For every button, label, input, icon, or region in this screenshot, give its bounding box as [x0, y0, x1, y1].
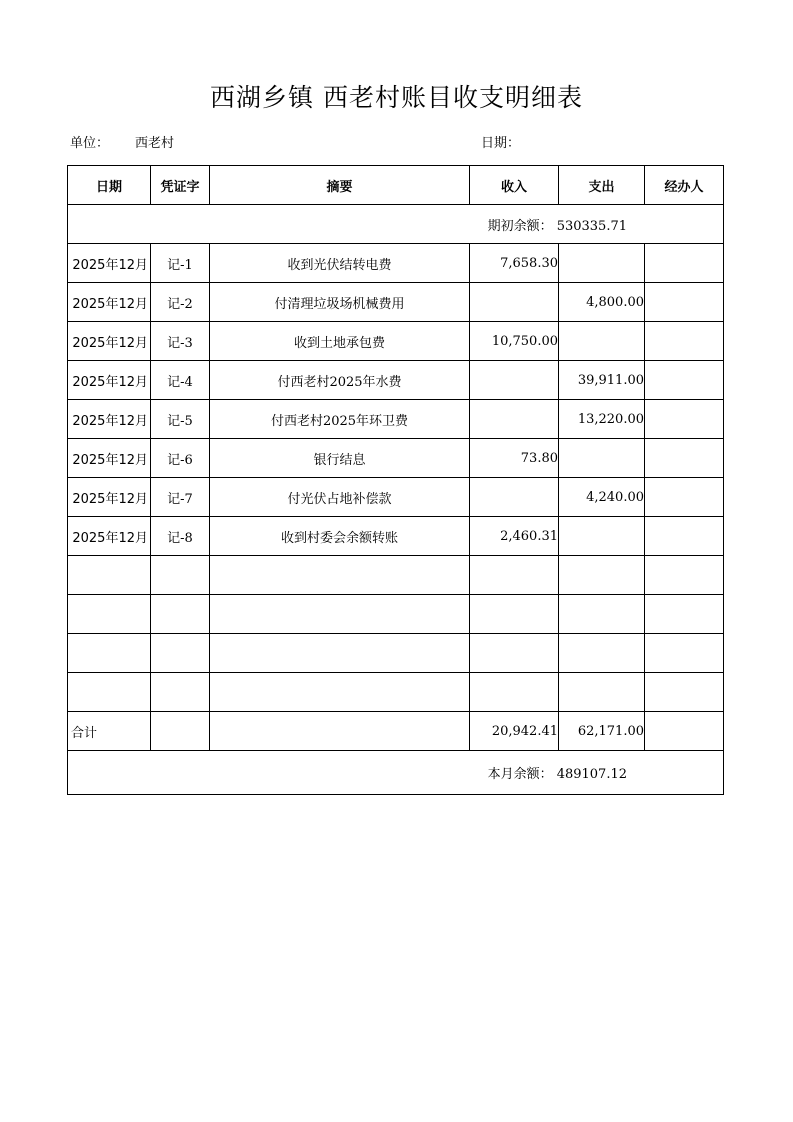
total-expense: 62,171.00: [559, 712, 645, 751]
opening-balance: 期初余额： 530335.71: [487, 218, 627, 234]
cell-handler: [645, 478, 724, 517]
cell-income: [470, 400, 559, 439]
cell-date: 2025年12月: [68, 400, 151, 439]
empty-row: [68, 595, 724, 634]
page-title: 西湖乡镇 西老村账目收支明细表: [210, 83, 583, 112]
cell-summary: 银行结息: [210, 439, 470, 478]
cell-summary: 付清理垃圾场机械费用: [210, 283, 470, 322]
table-row: [68, 400, 724, 439]
cell-handler: [645, 517, 724, 556]
cell-date: 2025年12月: [68, 244, 151, 283]
cell-voucher: 记-6: [151, 439, 210, 478]
cell-handler: [645, 244, 724, 283]
cell-handler: [645, 400, 724, 439]
cell-income: 73.80: [470, 439, 559, 478]
cell-expense: [559, 439, 645, 478]
cell-voucher: 记-1: [151, 244, 210, 283]
table-row: [68, 322, 724, 361]
table-row: [68, 517, 724, 556]
cell-voucher: 记-7: [151, 478, 210, 517]
closing-balance-row: [68, 751, 724, 795]
closing-balance: 本月余额： 489107.12: [487, 767, 627, 782]
cell-handler: [645, 283, 724, 322]
cell-date: 2025年12月: [68, 439, 151, 478]
cell-income: [470, 283, 559, 322]
empty-row: [68, 673, 724, 712]
table-row: [68, 244, 724, 283]
table-row: [68, 478, 724, 517]
total-row: [68, 712, 724, 751]
header-handler: 经办人: [645, 166, 724, 205]
cell-expense: 13,220.00: [559, 400, 645, 439]
cell-date: 2025年12月: [68, 283, 151, 322]
cell-expense: 4,800.00: [559, 283, 645, 322]
cell-income: [470, 478, 559, 517]
empty-row: [68, 556, 724, 595]
cell-expense: 39,911.00: [559, 361, 645, 400]
cell-summary: 付西老村2025年环卫费: [210, 400, 470, 439]
total-income: 20,942.41: [470, 712, 559, 751]
cell-expense: [559, 517, 645, 556]
cell-voucher: 记-8: [151, 517, 210, 556]
header-summary: 摘要: [210, 166, 470, 205]
cell-handler: [645, 322, 724, 361]
table-row: [68, 361, 724, 400]
cell-expense: [559, 244, 645, 283]
table-row: [68, 439, 724, 478]
cell-expense: [559, 322, 645, 361]
cell-voucher: 记-5: [151, 400, 210, 439]
date-label: 日期：: [481, 136, 521, 151]
cell-date: 2025年12月: [68, 517, 151, 556]
header-row: [68, 166, 724, 205]
cell-expense: 4,240.00: [559, 478, 645, 517]
unit-label: 单位：: [70, 136, 110, 151]
cell-summary: 收到土地承包费: [210, 322, 470, 361]
cell-date: 2025年12月: [68, 361, 151, 400]
cell-summary: 付西老村2025年水费: [210, 361, 470, 400]
cell-voucher: 记-4: [151, 361, 210, 400]
cell-voucher: 记-2: [151, 283, 210, 322]
table-row: [68, 283, 724, 322]
header-income: 收入: [470, 166, 559, 205]
cell-income: 7,658.30: [470, 244, 559, 283]
opening-balance-row: [68, 205, 724, 244]
cell-summary: 付光伏占地补偿款: [210, 478, 470, 517]
cell-handler: [645, 361, 724, 400]
unit-value: 西老村: [135, 136, 175, 151]
header-expense: 支出: [559, 166, 645, 205]
total-label: 合计: [68, 712, 151, 751]
cell-date: 2025年12月: [68, 478, 151, 517]
cell-income: [470, 361, 559, 400]
cell-summary: 收到村委会余额转账: [210, 517, 470, 556]
ledger-table: [67, 165, 724, 795]
empty-row: [68, 634, 724, 673]
cell-date: 2025年12月: [68, 322, 151, 361]
cell-voucher: 记-3: [151, 322, 210, 361]
header-voucher: 凭证字: [151, 166, 210, 205]
header-date: 日期: [68, 166, 151, 205]
cell-income: 10,750.00: [470, 322, 559, 361]
cell-summary: 收到光伏结转电费: [210, 244, 470, 283]
cell-handler: [645, 439, 724, 478]
cell-income: 2,460.31: [470, 517, 559, 556]
